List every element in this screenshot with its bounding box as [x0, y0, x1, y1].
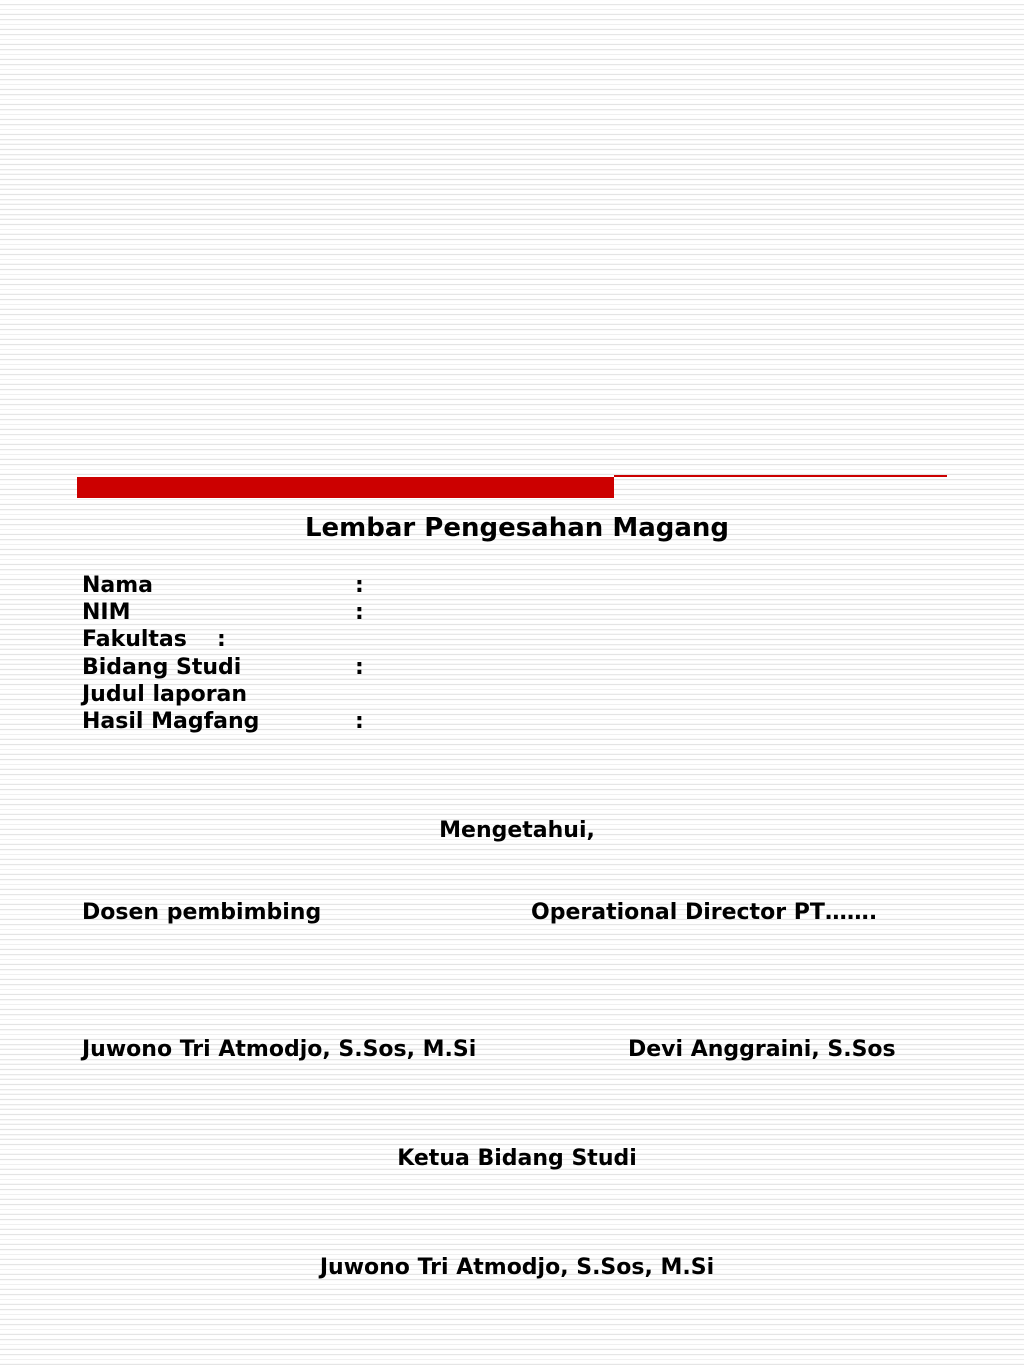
right-signer-name: Devi Anggraini, S.Sos: [628, 1037, 896, 1062]
field-label-nim: NIM: [82, 600, 131, 625]
left-signer-role: Dosen pembimbing: [82, 900, 322, 925]
accent-bar-thick: [77, 477, 614, 498]
accent-bar-thin: [614, 475, 947, 477]
field-label-bidang-studi: Bidang Studi: [82, 655, 242, 680]
head-role: Ketua Bidang Studi: [397, 1146, 637, 1171]
field-colon-hasil-magfang: :: [355, 709, 364, 734]
acknowledge-text: Mengetahui,: [439, 818, 595, 843]
field-label-nama: Nama: [82, 573, 154, 598]
left-signer-name: Juwono Tri Atmodjo, S.Sos, M.Si: [82, 1037, 477, 1062]
head-name: Juwono Tri Atmodjo, S.Sos, M.Si: [319, 1255, 715, 1280]
field-colon-nama: :: [355, 573, 364, 598]
field-colon-nim: :: [355, 600, 364, 625]
field-label-fakultas: Fakultas: [82, 627, 187, 652]
field-label-judul-laporan: Judul laporan: [82, 682, 248, 707]
field-colon-fakultas: :: [217, 627, 226, 652]
right-signer-role: Operational Director PT…….: [531, 900, 878, 925]
field-label-hasil-magfang: Hasil Magfang: [82, 709, 260, 734]
document-title: Lembar Pengesahan Magang: [304, 513, 730, 543]
field-colon-bidang-studi: :: [355, 655, 364, 680]
